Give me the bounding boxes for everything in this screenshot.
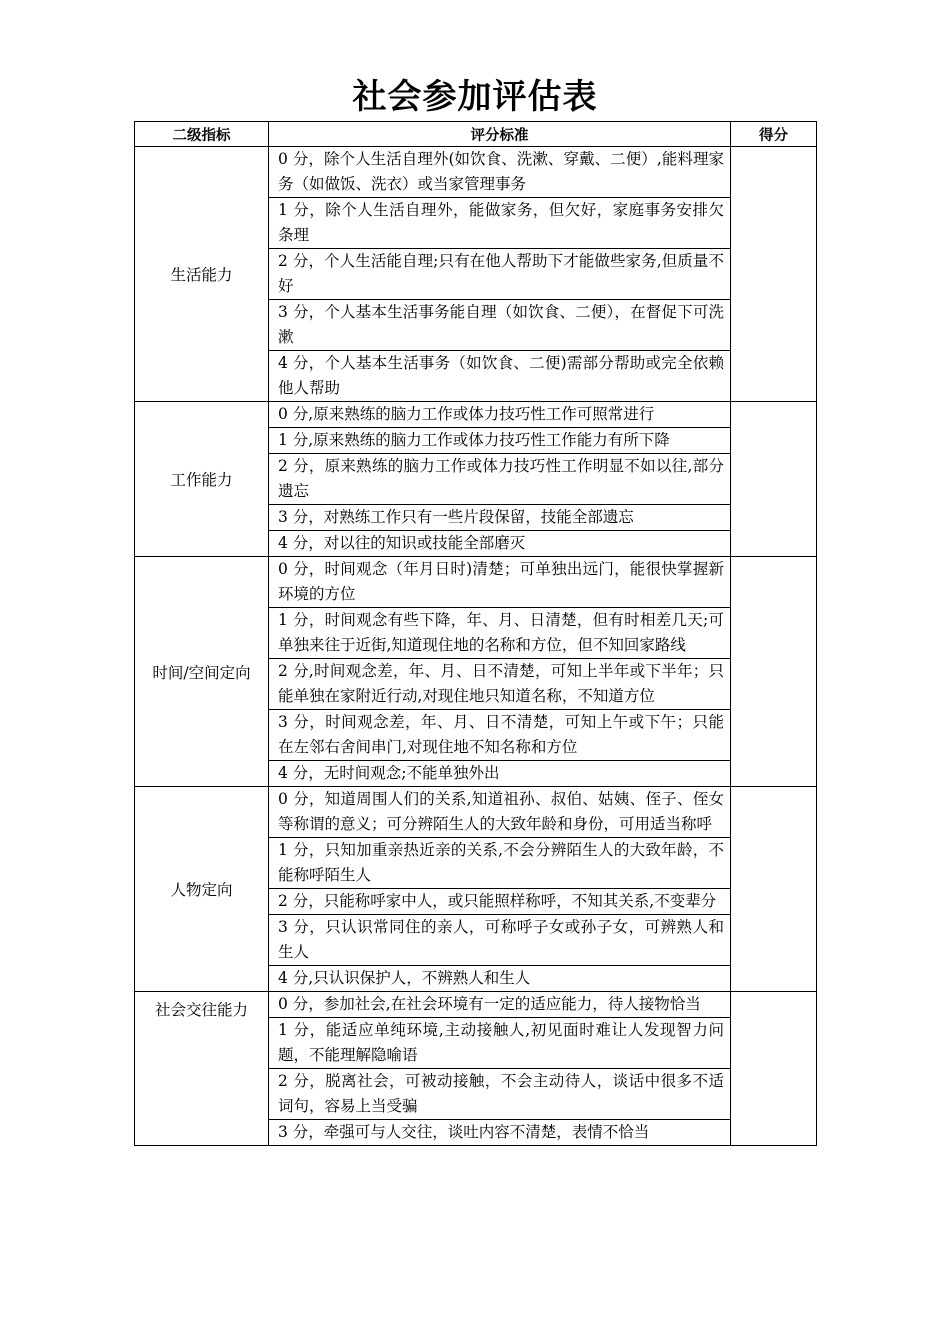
criteria-cell: 3 分，牵强可与人交往，谈吐内容不清楚，表情不恰当: [269, 1120, 731, 1146]
table-row: [135, 557, 817, 608]
indicator-cell: 时间/空间定向: [135, 557, 269, 787]
criteria-cell: 2 分，个人生活能自理;只有在他人帮助下才能做些家务,但质量不好: [269, 249, 731, 300]
table-row: [135, 992, 817, 1018]
table-body: [135, 147, 817, 1146]
indicator-cell: 社会交往能力: [135, 992, 269, 1146]
header-indicator: 二级指标: [135, 122, 269, 147]
criteria-cell: 4 分，无时间观念;不能单独外出: [269, 761, 731, 787]
indicator-cell: 生活能力: [135, 147, 269, 402]
header-criteria: 评分标准: [269, 122, 731, 147]
assessment-table: [134, 121, 817, 1146]
criteria-cell: 0 分，时间观念（年月日时)清楚；可单独出远门，能很快掌握新环境的方位: [269, 557, 731, 608]
score-cell[interactable]: [731, 787, 817, 992]
score-cell[interactable]: [731, 557, 817, 787]
criteria-cell: 1 分，只知加重亲热近亲的关系,不会分辨陌生人的大致年龄，不能称呼陌生人: [269, 838, 731, 889]
criteria-cell: 3 分，对熟练工作只有一些片段保留，技能全部遗忘: [269, 505, 731, 531]
criteria-cell: 3 分，时间观念差，年、月、日不清楚，可知上午或下午；只能在左邻右舍间串门,对现住地不知名称和方位: [269, 710, 731, 761]
criteria-cell: 4 分,只认识保护人，不辨熟人和生人: [269, 966, 731, 992]
criteria-cell: 1 分，时间观念有些下降，年、月、日清楚，但有时相差几天;可单独来往于近街,知道现住地的名称和方位，但不知回家路线: [269, 608, 731, 659]
indicator-cell: 人物定向: [135, 787, 269, 992]
criteria-cell: 0 分，知道周围人们的关系,知道祖孙、叔伯、姑姨、侄子、侄女等称谓的意义；可分辨陌生人的大致年龄和身份，可用适当称呼: [269, 787, 731, 838]
criteria-cell: 2 分，原来熟练的脑力工作或体力技巧性工作明显不如以往,部分遗忘: [269, 454, 731, 505]
table-row: [135, 147, 817, 198]
score-cell[interactable]: [731, 147, 817, 402]
criteria-cell: 1 分，能适应单纯环境,主动接触人,初见面时难让人发现智力问题，不能理解隐喻语: [269, 1018, 731, 1069]
criteria-cell: 0 分，除个人生活自理外(如饮食、洗漱、穿戴、二便）,能料理家务（如做饭、洗衣）或当家管理事务: [269, 147, 731, 198]
page-title: 社会参加评估表: [352, 77, 598, 117]
criteria-cell: 4 分，个人基本生活事务（如饮食、二便)需部分帮助或完全依赖他人帮助: [269, 351, 731, 402]
header-row: [135, 122, 817, 147]
criteria-cell: 3 分，个人基本生活事务能自理（如饮食、二便），在督促下可洗漱: [269, 300, 731, 351]
criteria-cell: 2 分,时间观念差，年、月、日不清楚，可知上半年或下半年；只能单独在家附近行动,对现住地只知道名称，不知道方位: [269, 659, 731, 710]
criteria-cell: 0 分，参加社会,在社会环境有一定的适应能力，待人接物恰当: [269, 992, 731, 1018]
criteria-cell: 3 分，只认识常同住的亲人，可称呼子女或孙子女，可辨熟人和生人: [269, 915, 731, 966]
criteria-cell: 1 分,原来熟练的脑力工作或体力技巧性工作能力有所下降: [269, 428, 731, 454]
criteria-cell: 2 分，只能称呼家中人，或只能照样称呼，不知其关系,不变辈分: [269, 889, 731, 915]
header-score: 得分: [731, 122, 817, 147]
criteria-cell: 0 分,原来熟练的脑力工作或体力技巧性工作可照常进行: [269, 402, 731, 428]
score-cell[interactable]: [731, 992, 817, 1146]
indicator-cell: 工作能力: [135, 402, 269, 557]
table-row: [135, 402, 817, 428]
criteria-cell: 1 分，除个人生活自理外，能做家务，但欠好，家庭事务安排欠条理: [269, 198, 731, 249]
criteria-cell: 4 分，对以往的知识或技能全部磨灭: [269, 531, 731, 557]
score-cell[interactable]: [731, 402, 817, 557]
criteria-cell: 2 分，脱离社会，可被动接触，不会主动待人，谈话中很多不适词句，容易上当受骗: [269, 1069, 731, 1120]
table-row: [135, 787, 817, 838]
